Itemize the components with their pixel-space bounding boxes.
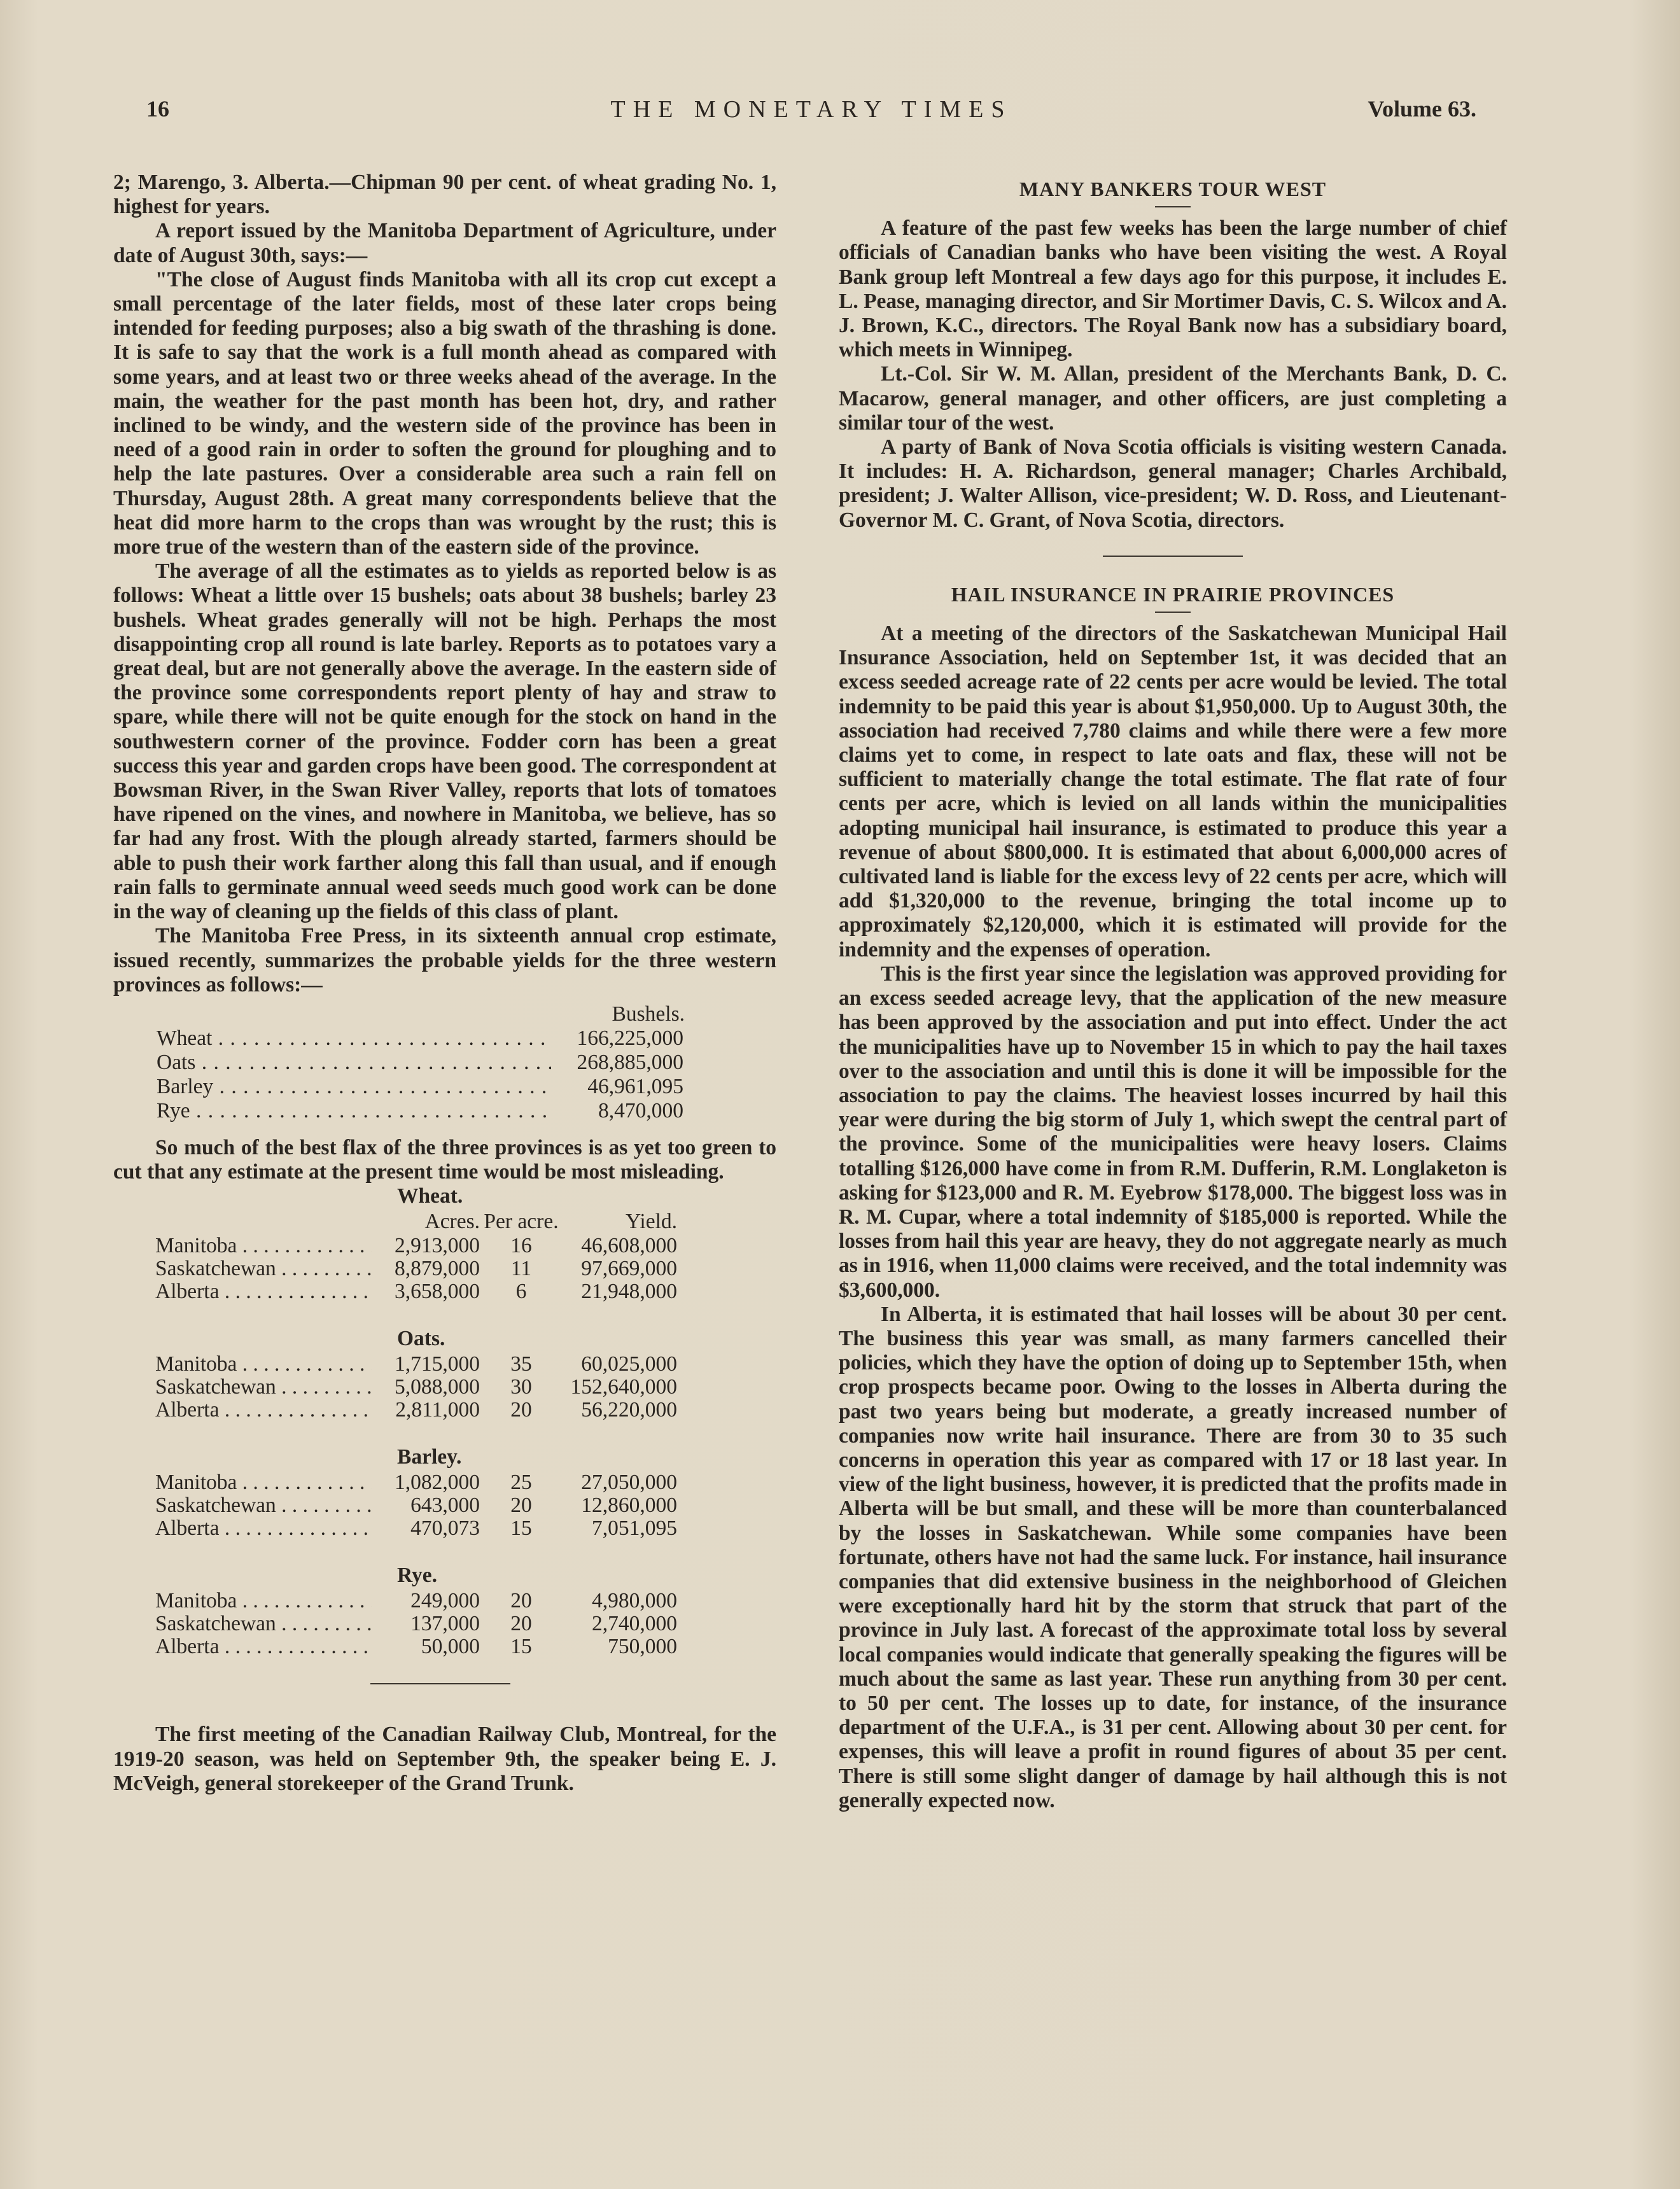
crop-estimate-table bbox=[157, 1002, 776, 1123]
yield: 2,740,000 bbox=[592, 1612, 677, 1636]
province: Alberta . . . bbox=[155, 1516, 372, 1539]
paragraph: The first meeting of the Canadian Railway Club, Montreal, for the 1919-20 season, was held on September 9th, the speaker being E. J. McVeigh, general storekeeper of the Grand Trunk. bbox=[113, 1723, 776, 1795]
table-row bbox=[155, 1257, 776, 1280]
paragraph: A feature of the past few weeks has been the large number of chief officials of Canadian banks who have been visiting the west. A Royal Bank group left Montreal a few days ago for this purpose, it includes E. L. Pease, managing director, and Sir Mortimer Davis, C. S. Wilcox and A. J. Brown, K.C., directors. The Royal Bank now has a subsidiary board, which meets in Winnipeg. bbox=[839, 216, 1508, 362]
yield: 21,948,000 bbox=[581, 1280, 677, 1304]
paragraph: This is the first year since the legislation was approved providing for an excess seeded acreage levy, that the application of the new measure has been approved by the association and put into effect. Under the act the municipalities have up to November 15 in which to pay the hail taxes over to the association and until this is done it will be impossible for the association to pay the claims. The heaviest losses incurred by hail this year were during the big storm of July 1, which swept the central part of the province. Some of the municipalities were heavy losers. Claims totalling $126,000 have come in from R.M. Dufferin, R.M. Longlaketon is asking for $123,000 and R. M. Eyebrow $178,000. The biggest loss was in R. M. Cupar, where a total indemnity of $185,000 is reported. While the losses from hail this year are heavy, they do not aggregate nearly as much as in 1916, when 11,000 claims were received, and the total indemnity was $3,600,000. bbox=[839, 962, 1507, 1302]
crop-value: 166,225,000 bbox=[577, 1026, 683, 1050]
table-row bbox=[155, 1635, 776, 1658]
province: Manitoba . . . bbox=[155, 1589, 372, 1612]
table-row bbox=[155, 1352, 776, 1375]
paragraph: A party of Bank of Nova Scotia officials is visiting western Canada. It includes: H. A. Richardson, general manager; Charles Archibald, president; J. Walter Allison, vice-president; W. D. Ross, and Lieutenant-Governor M. C. Grant, of Nova Scotia, directors. bbox=[839, 435, 1507, 532]
column-headers bbox=[155, 1210, 776, 1234]
crop-name: Oats . . . bbox=[157, 1051, 551, 1075]
acres: 2,913,000 bbox=[395, 1234, 480, 1258]
divider bbox=[1155, 612, 1191, 613]
table-row bbox=[155, 1589, 776, 1612]
per-acre: 20 bbox=[510, 1612, 532, 1636]
paragraph: The Manitoba Free Press, in its sixteenth annual crop estimate, issued recently, summarizes the probable yields for the three western provinces as follows:— bbox=[113, 924, 776, 997]
per-acre: 6 bbox=[515, 1280, 527, 1304]
acres: 8,879,000 bbox=[395, 1257, 480, 1281]
province: Saskatchewan . . . bbox=[155, 1375, 372, 1398]
yield-header: Yield. bbox=[626, 1210, 677, 1234]
paragraph: 2; Marengo, 3. Alberta.—Chipman 90 per cent. of wheat grading No. 1, highest for years. bbox=[113, 171, 776, 219]
acres: 50,000 bbox=[421, 1635, 480, 1659]
province: Manitoba . . . bbox=[155, 1471, 372, 1493]
per-acre: 25 bbox=[510, 1471, 532, 1495]
province: Alberta . . . bbox=[155, 1398, 372, 1421]
crop-name: Rye . . . bbox=[157, 1099, 551, 1123]
per-acre: 15 bbox=[510, 1516, 532, 1541]
acres: 1,082,000 bbox=[395, 1471, 480, 1495]
yield: 152,640,000 bbox=[570, 1375, 677, 1399]
crop-value: 46,961,095 bbox=[587, 1074, 683, 1098]
yield: 46,608,000 bbox=[581, 1234, 677, 1258]
yield: 60,025,000 bbox=[581, 1352, 677, 1376]
unit-header: Bushels. bbox=[612, 1002, 685, 1026]
yield: 7,051,095 bbox=[592, 1516, 677, 1541]
per-acre: 11 bbox=[510, 1257, 532, 1281]
right-column bbox=[839, 171, 1507, 1813]
table-row bbox=[155, 1375, 776, 1398]
per-acre: 35 bbox=[510, 1352, 532, 1376]
publication-title: THE MONETARY TIMES bbox=[610, 96, 1012, 123]
crop-name: Wheat . . . bbox=[157, 1026, 551, 1051]
crop-name: Barley . . . bbox=[157, 1075, 551, 1099]
acres: 2,811,000 bbox=[395, 1398, 480, 1422]
paragraph: So much of the best flax of the three provinces is as yet too green to cut that any estimate at the present time would be most misleading. bbox=[113, 1135, 776, 1184]
paragraph: Lt.-Col. Sir W. M. Allan, president of the Merchants Bank, D. C. Macarow, general manager, and other officers, are just completing a similar tour of the west. bbox=[839, 362, 1507, 435]
yield: 56,220,000 bbox=[581, 1398, 677, 1422]
yield-table bbox=[155, 1184, 776, 1658]
yield: 12,860,000 bbox=[581, 1493, 677, 1518]
acres: 470,073 bbox=[410, 1516, 480, 1541]
paragraph: The average of all the estimates as to yields as reported below is as follows: Wheat a little over 15 bushels; oats about 38 bushels; barley 23 bushels. Wheat grades generally will not be high. Perhaps the most disappointing crop all round is late barley. Reports as to potatoes vary a great deal, but are not generally above the average. In the eastern side of the province some correspondents report plenty of hay and straw to spare, while there will not be quite enough for the stock on hand in the southwestern corner of the province. Fodder corn has been a great success this year and garden crops have been good. The correspondent at Bowsman River, in the Swan River Valley, reports that lots of tomatoes have ripened on the vines, and nowhere in Manitoba, we believe, has so far had any frost. With the plough already started, farmers should be able to push their work farther along this fall than usual, and if enough rain falls to germinate annual weed seeds much good work can be done in the way of cleaning up the fields of this class of plant. bbox=[113, 559, 776, 924]
per-acre: 30 bbox=[510, 1375, 532, 1399]
acres: 137,000 bbox=[410, 1612, 480, 1636]
paragraph: A report issued by the Manitoba Department of Agriculture, under date of August 30th, says:— bbox=[113, 219, 776, 267]
page-number: 16 bbox=[146, 96, 169, 122]
article-heading: MANY BANKERS TOUR WEST bbox=[1019, 178, 1327, 200]
province: Manitoba . . . bbox=[155, 1234, 372, 1257]
table-row bbox=[155, 1612, 776, 1635]
page-header bbox=[146, 95, 1476, 134]
table-row bbox=[157, 1026, 776, 1051]
province: Saskatchewan . . . bbox=[155, 1257, 372, 1280]
article-heading: HAIL INSURANCE IN PRAIRIE PROVINCES bbox=[951, 582, 1395, 606]
divider bbox=[1103, 556, 1243, 557]
per-acre: 20 bbox=[510, 1589, 532, 1613]
paragraph: In Alberta, it is estimated that hail losses will be about 30 per cent. The business this year was small, as many farmers cancelled their policies, which they have the option of doing up to September 15th, when crop prospects became poor. Owing to the losses in Alberta during the past two years being but moderate, a greatly increased number of companies now write hail insurance. There are from 30 to 35 such concerns in operation this year as compared with 17 or 18 last year. In view of the light business, however, it is predicted that the profits made in Alberta will be but small, and these will be more than counterbalanced by the losses in Saskatchewan. While some companies have been fortunate, others have not had the same luck. For instance, hail insurance companies that did extensive business in the neighborhood of Gleichen were exceptionally hard hit by the storm that struck that part of the province in July last. A forecast of the approximate total loss by several local companies would indicate that generally speaking the figures will be much about the same as last year. These run anything from 30 per cent. to 50 per cent. The losses up to date, for instance, of the insurance department of the U.F.A., is 31 per cent. Allowing about 30 per cent. for expenses, this will leave a profit in round figures of about 35 per cent. There is still some slight danger of damage by hail although this is not generally expected now. bbox=[839, 1302, 1507, 1812]
yield: 750,000 bbox=[608, 1635, 677, 1659]
acres: 249,000 bbox=[410, 1589, 480, 1613]
per-acre: 20 bbox=[510, 1398, 532, 1422]
table-row bbox=[155, 1471, 776, 1493]
divider bbox=[1155, 206, 1191, 207]
volume-label: Volume 63. bbox=[1368, 96, 1476, 122]
province: Saskatchewan . . . bbox=[155, 1493, 372, 1516]
table-row bbox=[155, 1398, 776, 1421]
crop-heading: Barley. bbox=[397, 1445, 462, 1469]
quoted-report: "The close of August finds Manitoba with all its crop cut except a small percentage of the later fields, most of these later crops being intended for feeding purposes; also a big swath of the thrashing is done. It is safe to say that the work is a full month ahead as compared with some years, and at least two or three weeks ahead of the average. In the main, the weather for the past month has been hot, dry, and rather inclined to be windy, and the western side of the province has been in need of a good rain in order to soften the ground for ploughing and to help the late pastures. Over a considerable area such a rain fell on Thursday, August 28th. A great many correspondents believe that the heat did more harm to the crops than was wrought by the rust; this is more true of the western than of the eastern side of the province. bbox=[113, 267, 776, 559]
table-row bbox=[155, 1280, 776, 1303]
per-acre: 20 bbox=[510, 1493, 532, 1518]
table-row bbox=[155, 1234, 776, 1257]
paragraph: At a meeting of the directors of the Saskatchewan Municipal Hail Insurance Association, held on September 1st, it was decided that an excess seeded acreage rate of 22 cents per acre would be levied. The total indemnity to be paid this year is about $1,950,000. Up to August 30th, the association had received 7,780 claims and while there were a few more claims yet to come, in respect to late oats and flax, these will not be sufficient to materially change the total estimate. The flat rate of four cents per acre, which is levied on all lands within the municipalities adopting municipal hail insurance, is estimated to produce this year a revenue of about $800,000. It is estimated that about 6,000,000 acres of cultivated land is liable for the excess levy of 22 cents per acre, which will add $1,320,000 to the revenue, bringing the total income up to approximately $2,120,000, which it is estimated will provide for the indemnity and the expenses of operation. bbox=[839, 622, 1507, 962]
yield: 4,980,000 bbox=[592, 1589, 677, 1613]
per-acre-header: Per acre. bbox=[484, 1210, 559, 1234]
crop-value: 268,885,000 bbox=[577, 1050, 683, 1074]
table-row bbox=[157, 1051, 776, 1075]
divider bbox=[370, 1683, 510, 1684]
crop-heading: Oats. bbox=[397, 1327, 445, 1351]
province: Alberta . . . bbox=[155, 1280, 372, 1303]
acres: 1,715,000 bbox=[395, 1352, 480, 1376]
yield: 97,669,000 bbox=[581, 1257, 677, 1281]
table-row bbox=[157, 1099, 776, 1123]
acres: 643,000 bbox=[410, 1493, 480, 1518]
province: Saskatchewan . . . bbox=[155, 1612, 372, 1635]
table-row bbox=[155, 1516, 776, 1539]
left-column bbox=[113, 171, 776, 1796]
yield: 27,050,000 bbox=[581, 1471, 677, 1495]
table-row bbox=[157, 1075, 776, 1099]
acres-header: Acres. bbox=[424, 1210, 480, 1234]
crop-heading: Rye. bbox=[397, 1563, 438, 1588]
table-row bbox=[155, 1493, 776, 1516]
per-acre: 15 bbox=[510, 1635, 532, 1659]
per-acre: 16 bbox=[510, 1234, 532, 1258]
crop-heading: Wheat. bbox=[397, 1184, 463, 1208]
acres: 3,658,000 bbox=[395, 1280, 480, 1304]
acres: 5,088,000 bbox=[395, 1375, 480, 1399]
crop-value: 8,470,000 bbox=[598, 1098, 683, 1122]
province: Alberta . . . bbox=[155, 1635, 372, 1658]
province: Manitoba . . . bbox=[155, 1352, 372, 1375]
